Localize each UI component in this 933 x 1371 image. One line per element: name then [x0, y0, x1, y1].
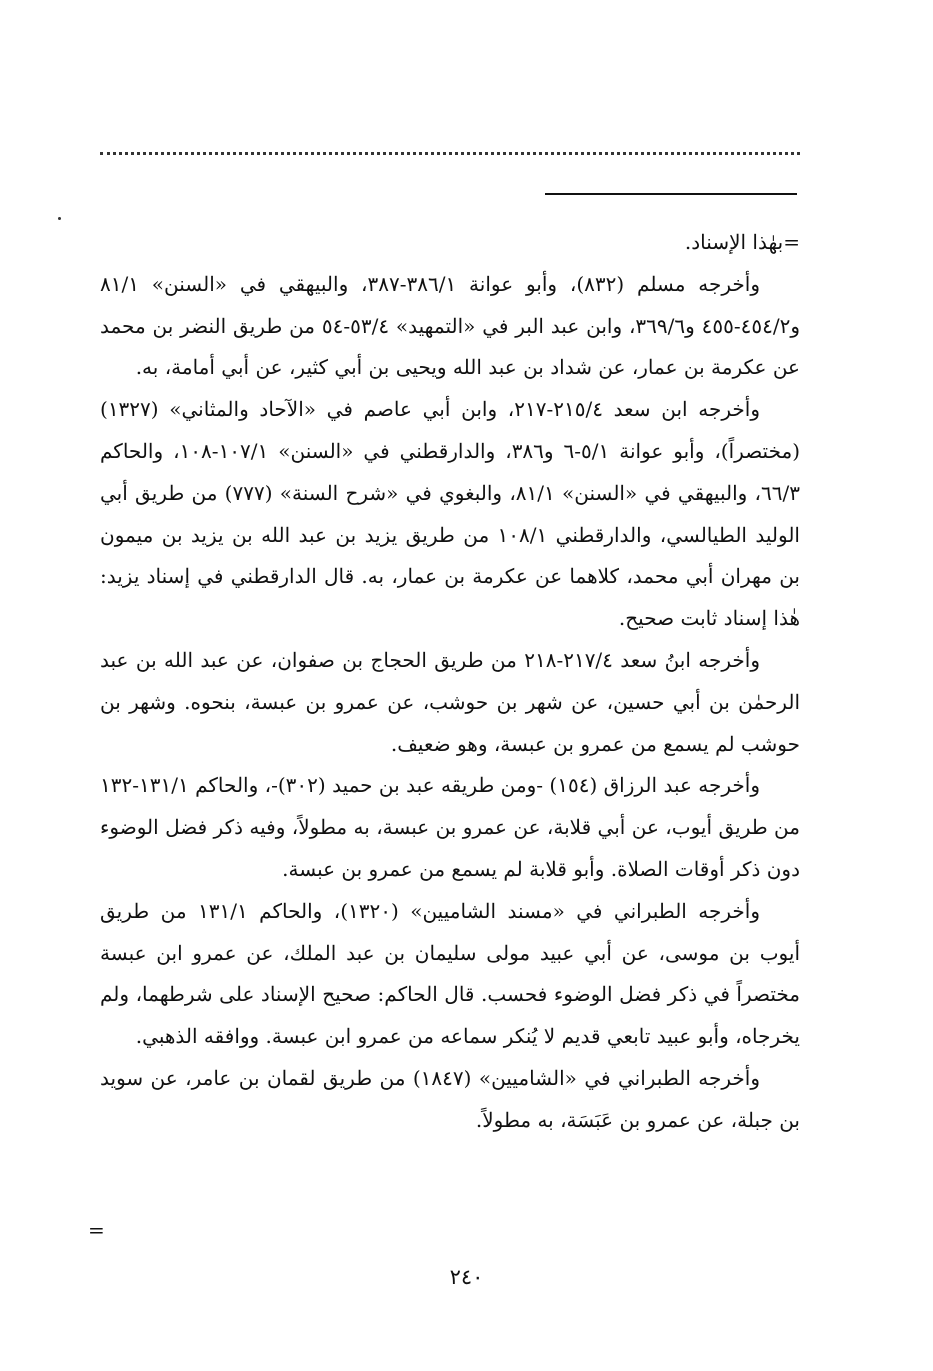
- footnote-rule: [545, 193, 797, 195]
- footnote-paragraph-5: وأخرجه عبد الرزاق (١٥٤) -ومن طريقه عبد بن حميد (٣٠٢)-، والحاكم ١٣١/١-١٣٢ من طريق أيوب، عن أبي قلابة، عن عمرو بن عبسة، به مطولاً، وفيه ذكر فضل الوضوء دون ذكر أوقات الصلاة. وأبو قلابة لم يسمع من عمرو بن عبسة.: [100, 773, 800, 881]
- continuation-mark: =: [88, 1218, 105, 1242]
- stray-mark: [58, 217, 61, 220]
- footnote-paragraph-2: وأخرجه مسلم (٨٣٢)، وأبو عوانة ٣٨٦/١-٣٨٧، والبيهقي في «السنن» ٨١/١ و٤٥٤/٢-٤٥٥ و٣٦٩/٦، وابن عبد البر في «التمهيد» ٥٣/٤-٥٤ من طريق النضر بن محمد عن عكرمة بن عمار، عن شداد بن عبد الله ويحيى بن أبي كثير، عن أبي أمامة، به.: [100, 271, 801, 380]
- dotted-separator: [100, 152, 800, 155]
- footnote-paragraph-6: وأخرجه الطبراني في «مسند الشاميين» (١٣٢٠)، والحاكم ١٣١/١ من طريق أيوب بن موسى، عن أبي عبيد مولى سليمان بن عبد الملك، عن عمرو ابن عبسة مختصراً في ذكر فضل الوضوء فحسب. قال الحاكم: صحيح الإسناد على شرطهما، ولم يخرجاه، وأبو عبيد تابعي قديم لا يُنكر سماعه من عمرو ابن عبسة. ووافقه الذهبي.: [100, 898, 800, 1049]
- footnote-paragraph-7: وأخرجه الطبراني في «الشاميين» (١٨٤٧) من طريق لقمان بن عامر، عن سويد بن جبلة، عن عمرو بن عَبَسَة، به مطولاً.: [100, 1065, 800, 1132]
- footnote-paragraph-1: =بهٰذا الإسناد.: [684, 230, 800, 254]
- footnote-text: [100, 222, 800, 1142]
- footnote-paragraph-4: وأخرجه ابنُ سعد ٢١٧/٤-٢١٨ من طريق الحجاج بن صفوان، عن عبد الله بن عبد الرحمٰن بن أبي حسين، عن شهر بن حوشب، عن عمرو بن عبسة، بنحوه. وشهر بن حوشب لم يسمع من عمرو بن عبسة، وهو ضعيف.: [100, 647, 800, 756]
- page-number: ٢٤٠: [449, 1265, 484, 1289]
- footnote-paragraph-3: وأخرجه ابن سعد ٢١٥/٤-٢١٧، وابن أبي عاصم في «الآحاد والمثاني» (١٣٢٧) (مختصراً)، وأبو عوانة ٥/١-٦ و٣٨٦، والدارقطني في «السنن» ١٠٧/١-١٠٨، والحاكم ٦٦/٣، والبيهقي في «السنن» ٨١/١، والبغوي في «شرح السنة» (٧٧٧) من طريق أبي الوليد الطيالسي، والدارقطني ١٠٨/١ من طريق يزيد بن عبد الله بن يزيد بن ميمون بن مهران أبي محمد، كلاهما عن عكرمة بن عمار، به. قال الدارقطني في إسناد يزيد: هٰذا إسناد ثابت صحيح.: [100, 397, 801, 631]
